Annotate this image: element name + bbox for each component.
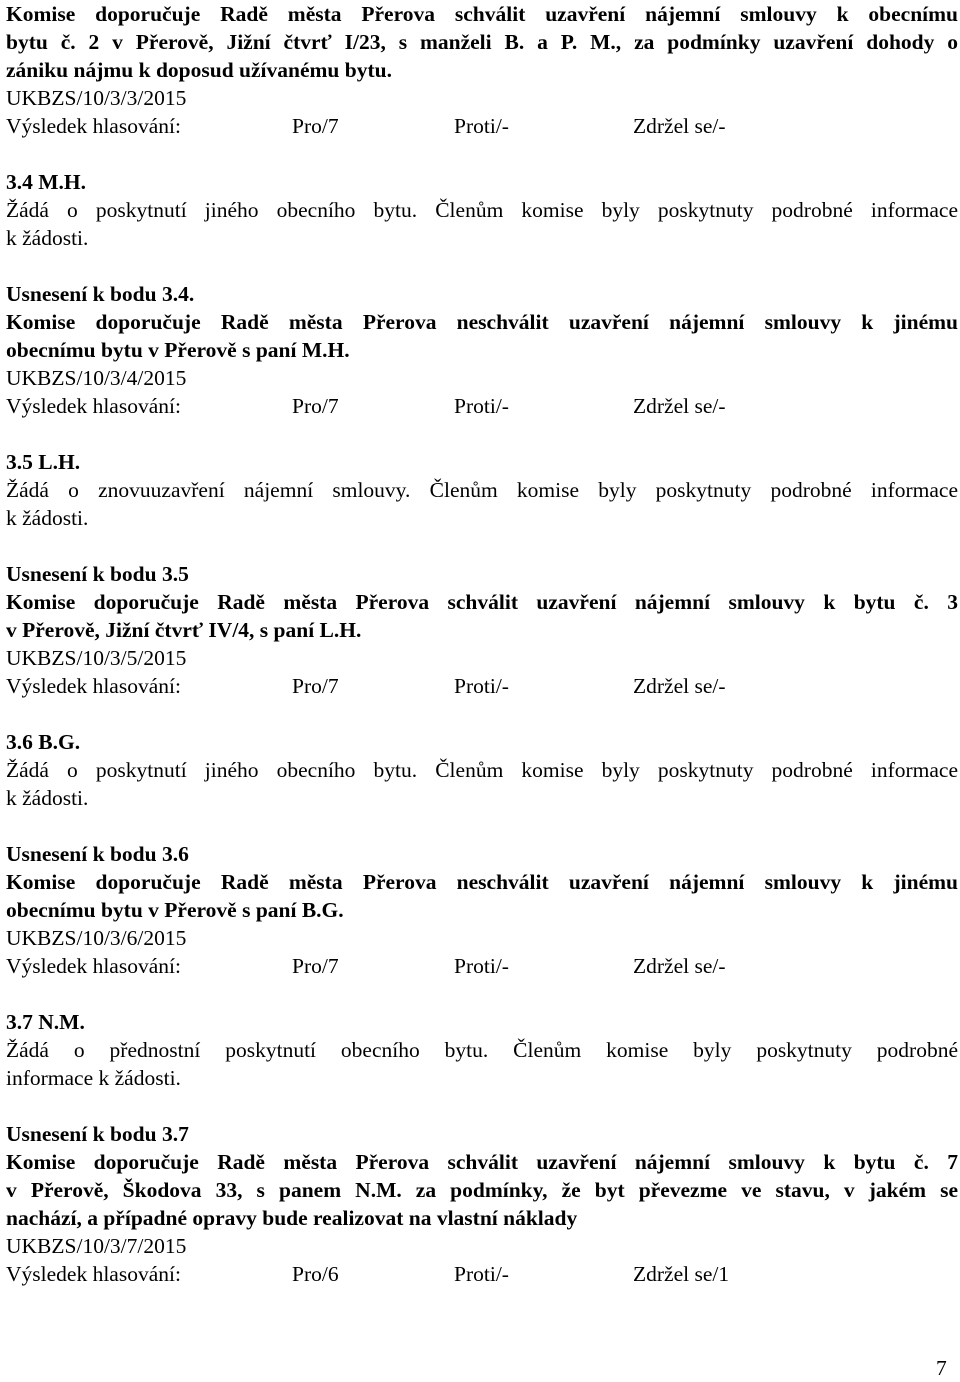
vote-pro: Pro/7 [292,674,339,698]
vote-abstain: Zdržel se/- [633,394,726,418]
item-heading: 3.6 B.G. [6,730,81,754]
resolution-title: Usnesení k bodu 3.6 [6,842,189,866]
item-heading: 3.7 N.M. [6,1010,85,1034]
page-number: 7 [936,1356,947,1380]
resolution-title: Usnesení k bodu 3.7 [6,1122,189,1146]
vote-result [6,1260,958,1288]
vote-proti: Proti/- [454,114,509,138]
vote-result [6,952,958,980]
vote-pro: Pro/7 [292,114,339,138]
request-line: Žádá o znovuuzavření nájemní smlouvy. Členům komise byly poskytnuty podrobné informace [6,478,958,502]
agenda-item [6,448,958,728]
resolution-code: UKBZS/10/3/5/2015 [6,646,187,670]
resolution-code: UKBZS/10/3/4/2015 [6,366,187,390]
vote-label: Výsledek hlasování: [6,1262,181,1286]
vote-result [6,112,958,140]
request-line: informace k žádosti. [6,1066,181,1090]
resolution-line: Komise doporučuje Radě města Přerova schválit uzavření nájemní smlouvy k obecnímu [6,2,958,26]
resolution-line: bytu č. 2 v Přerově, Jižní čtvrť I/23, s manželi B. a P. M., za podmínky uzavření dohody o [6,30,958,54]
resolution-line: v Přerově, Škodova 33, s panem N.M. za podmínky, že byt převezme ve stavu, v jakém se [6,1178,958,1202]
resolution-line: zániku nájmu k doposud užívanému bytu. [6,58,392,82]
vote-label: Výsledek hlasování: [6,954,181,978]
request-line: k žádosti. [6,226,89,250]
vote-proti: Proti/- [454,674,509,698]
vote-label: Výsledek hlasování: [6,114,181,138]
vote-abstain: Zdržel se/- [633,674,726,698]
resolution-code: UKBZS/10/3/7/2015 [6,1234,187,1258]
vote-proti: Proti/- [454,394,509,418]
resolution-line: Komise doporučuje Radě města Přerova neschválit uzavření nájemní smlouvy k jinému [6,870,958,894]
resolution-code: UKBZS/10/3/6/2015 [6,926,187,950]
vote-pro: Pro/7 [292,394,339,418]
vote-result [6,672,958,700]
resolution-title: Usnesení k bodu 3.5 [6,562,189,586]
vote-proti: Proti/- [454,954,509,978]
request-line: Žádá o přednostní poskytnutí obecního bytu. Členům komise byly poskytnuty podrobné [6,1038,958,1062]
resolution-line: v Přerově, Jižní čtvrť IV/4, s paní L.H. [6,618,362,642]
vote-abstain: Zdržel se/1 [633,1262,730,1286]
resolution-line: Komise doporučuje Radě města Přerova schválit uzavření nájemní smlouvy k bytu č. 3 [6,590,958,614]
vote-abstain: Zdržel se/- [633,954,726,978]
agenda-item [6,728,958,1008]
request-line: Žádá o poskytnutí jiného obecního bytu. Členům komise byly poskytnuty podrobné informace [6,198,958,222]
vote-proti: Proti/- [454,1262,509,1286]
vote-pro: Pro/7 [292,954,339,978]
request-line: k žádosti. [6,786,89,810]
resolution-title: Usnesení k bodu 3.4. [6,282,195,306]
request-line: k žádosti. [6,506,89,530]
item-heading: 3.4 M.H. [6,170,87,194]
agenda-item [6,168,958,448]
resolution-code: UKBZS/10/3/3/2015 [6,86,187,110]
vote-label: Výsledek hlasování: [6,394,181,418]
resolution-line: obecnímu bytu v Přerově s paní M.H. [6,338,350,362]
vote-pro: Pro/6 [292,1262,339,1286]
resolution-line: nachází, a případné opravy bude realizovat na vlastní náklady [6,1206,578,1230]
agenda-item [6,1008,958,1288]
document-page [6,0,958,1288]
item-heading: 3.5 L.H. [6,450,81,474]
resolution-line: Komise doporučuje Radě města Přerova neschválit uzavření nájemní smlouvy k jinému [6,310,958,334]
resolution-text [6,0,958,84]
resolution-line: obecnímu bytu v Přerově s paní B.G. [6,898,344,922]
vote-label: Výsledek hlasování: [6,674,181,698]
resolution-line: Komise doporučuje Radě města Přerova schválit uzavření nájemní smlouvy k bytu č. 7 [6,1150,958,1174]
vote-abstain: Zdržel se/- [633,114,726,138]
request-line: Žádá o poskytnutí jiného obecního bytu. Členům komise byly poskytnuty podrobné informace [6,758,958,782]
vote-result [6,392,958,420]
